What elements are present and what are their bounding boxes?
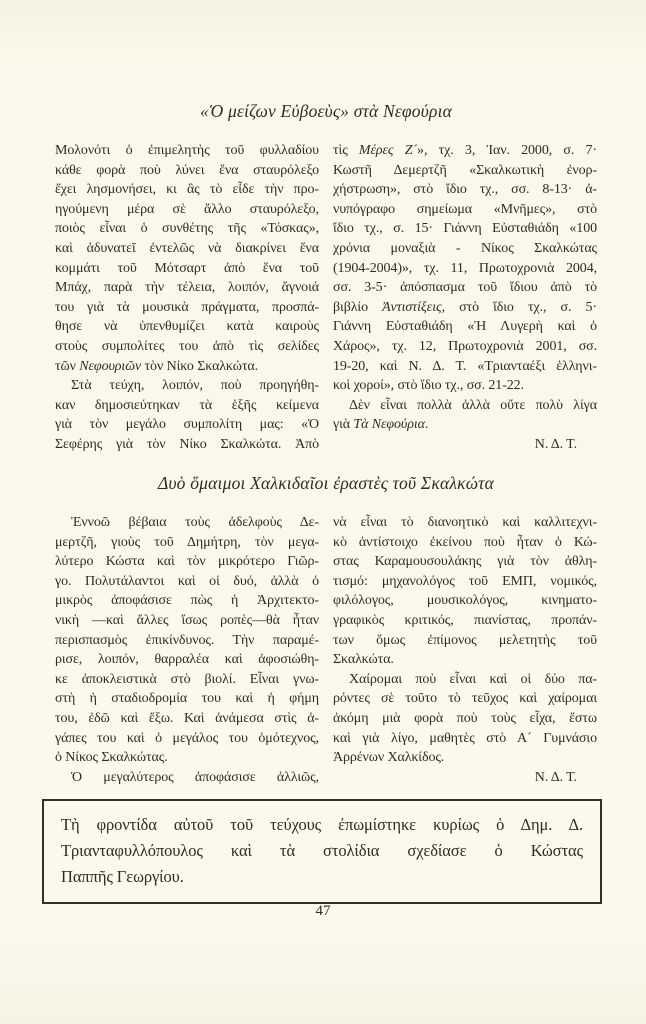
text-line: ηγούμενη μέρα σὲ ἄλλο σταυρόλεξο, [55,201,319,217]
text-line: του γιὰ τὰ μουσικὰ πράγματα, προσπά- [55,299,319,315]
text-line: νὰ εἶναι τὸ διανοητικὸ καὶ καλλιτεχνι- [333,515,597,530]
text-line: Χάρος», τχ. 12, Πρωτοχρονιὰ 2001, σσ. [333,338,597,354]
text-line: Τὴ φροντίδα αὐτοῦ τοῦ τεύχους ἐπωμίστηκε κυρίως ὁ Δημ. Δ. [61,815,583,834]
text-line: Τριανταφυλλόπουλος καὶ τὰ στολίδια σχεδίασε ὁ Κώστας [61,841,583,860]
text-line: ἀκόμη μιὰ φορὰ ποὺ τοὺς εἶχα, ἔστω [333,710,597,726]
text-line: ποιὸς εἶναι ὁ συνθέτης τῆς «Τόσκας», [55,221,319,237]
text-line: χρόνια μοναξιὰ - Νίκος Σκαλκώτας [333,240,597,256]
article-1-columns [55,141,597,455]
text-line: ἔχει λησμονήσει, κι ἂς τὸ εἶδε τὴν προ- [55,182,319,198]
text-line: Γιάννη Εὐσταθιάδη «Ἡ Λυγερὴ καὶ ὁ [333,319,597,335]
text-line: περισπασμὸς ἐπικίνδυνος. Τὴν παραμέ- [55,632,319,648]
article-title-brothers: Δυὸ ὅμαιμοι Χαλκιδαῖοι ἐραστὲς τοῦ Σκαλκώτα [157,473,495,493]
text-line: χήστρωση», στὸ ἴδιο τχ., σσ. 8-13· ἀ- [333,182,597,198]
text-line: Ἐννοῶ βέβαια τοὺς ἀδελφοὺς Δε- [71,515,319,530]
text-line: νικὴ —καὶ ἄλλες ἴσως ροπὲς—θὰ ἦταν [55,612,319,628]
article-1-right-column [333,141,597,455]
text-line: τὶς Μέρες Ζ´», τχ. 3, Ἰαν. 2000, σ. 7· [333,143,597,158]
text-line: Ὁ μεγαλύτερος ἀποφάσισε ἀλλιῶς, [71,769,319,785]
text-line: στὴ ἡ σταδιοδρομία του καὶ ἡ φήμη [55,691,319,707]
page-number: 47 [315,903,331,919]
text-line: ρόντες σὲ τοῦτο τὸ τεῦχος καὶ χαίρομαι [333,691,597,707]
text-line: Σεφέρης γιὰ τὸν Νίκο Σκαλκώτα. Ἀπὸ [55,436,319,452]
text-line: κοὶ χοροί», στὸ ἴδιο τχ., σσ. 21-22. [333,378,524,394]
text-line: ρισε, λοιπόν, θαρραλέα καὶ ἀφοσιώθη- [55,652,319,668]
text-line: καὶ γιὰ λίγο, μαθητὲς στὸ Α´ Γυμνάσιο [333,730,597,746]
text-line: κάθε φορὰ ποὺ λύνει ἕνα σταυρόλεξο [55,162,319,178]
text-line: του, ἐδῶ καὶ ἔξω. Καὶ ἀνάμεσα στὶς ἀ- [55,710,319,726]
text-line: γιὰ Τὰ Νεφούρια. [333,417,429,433]
text-line: Παππῆς Γεωργίου. [61,867,184,886]
text-line: Κωστῆ Δεμερτζῆ «Σκαλκωτικὴ ἐνορ- [333,162,597,178]
article-2-columns [55,513,597,787]
text-line: καὶ ἀδυνατεῖ ἐντελῶς νὰ διακρίνει ἕνα [55,240,319,256]
text-line: ὁ Νίκος Σκαλκώτας. [55,750,168,766]
text-line: των ὅμως ἐπίμονος μελετητὴς τοῦ [333,632,597,648]
text-line: βιβλίο Ἀντιστίξεις, στὸ ἴδιο τχ., σ. 5· [333,299,597,315]
text-line: ἴδιο τχ., σ. 15· Γιάννη Εὐσταθιάδη «100 [333,221,597,237]
text-line: Μολονότι ὁ ἐπιμελητὴς τοῦ φυλλαδίου [55,143,319,158]
text-line: Χαίρομαι ποὺ εἶναι καὶ οἱ δύο πα- [349,671,597,687]
text-line: λύτερο Κώστα καὶ τὸν μικρότερο Γιῶρ- [55,554,319,570]
text-line: φιλόλογος, μουσικολόγος, κινηματο- [333,593,597,609]
text-line: Στὰ τεύχη, λοιπόν, ποὺ προηγήθη- [71,378,319,394]
text-line: γο. Πολυτάλαντοι καὶ οἱ δυό, ἀλλὰ ὁ [55,573,319,589]
text-line: μικρὸς ἀποφάσισε πὼς ἡ Ἀρχιτεκτο- [55,593,319,609]
text-line: σσ. 3-5· ἀπόσπασμα τοῦ ἴδιου ἀπὸ τὸ [333,280,597,296]
text-line: 19-20, καὶ Ν. Δ. Τ. «Τριανταέξι ἑλληνι- [333,358,597,374]
article-1-left-column [55,141,319,455]
text-line: τισμό: μηχανολόγος τοῦ ΕΜΠ, νομικός, [333,573,597,589]
text-line: (1904-2004)», τχ. 11, Πρωτοχρονιὰ 2004, [333,260,597,276]
text-line: τῶν Νεφουριῶν τὸν Νίκο Σκαλκώτα. [55,358,258,374]
text-line: κε ἀποκλειστικὰ στὸ βιολί. Εἶναι γνω- [55,671,319,687]
article-2-left-column [55,513,319,787]
text-line: Μπάχ, παρὰ τὴν τέλεια, λοιπόν, ἄγνοιά [55,280,319,296]
text-line: γιὰ τὸν μεγάλο συμπολίτη μας: «Ὁ [55,417,319,433]
text-line: μερτζῆ, γιοὺς τοῦ Δημήτρη, τὸν μεγα- [55,534,319,550]
text-line: Ἀρρένων Χαλκίδος. [333,750,445,766]
article-2-right-column [333,513,597,787]
article-title-nefouria: «Ὁ μείζων Εὐβοεὺς» στὰ Νεφούρια [199,101,453,121]
text-line: στοὺς συμπολίτες του ἀπὸ τὶς σελίδες [55,338,319,354]
text-line: κομμάτι τοῦ Μότσαρτ ἀπὸ ἕνα τοῦ [55,260,319,276]
text-line: νυπόγραφο σημείωμα «Μνῆμες», στὸ [333,201,597,217]
text-line: Ν. Δ. Τ. [534,769,577,785]
text-line: Σκαλκώτα. [333,652,394,668]
text-line: στας Καραμουσουλάκης γιὰ τὸν ἀθλη- [333,554,597,570]
colophon-box [42,799,602,904]
text-line: γραφικὸς κριτικός, πιανίστας, προπάν- [333,612,597,628]
text-line: Ν. Δ. Τ. [534,436,577,452]
text-line: γάπες του καὶ ὁ μεγάλος του ὁμότεχνος, [55,730,319,746]
text-line: καν δημοσιεύτηκαν τὰ ἑξῆς κείμενα [55,397,319,413]
text-line: θησε νὰ ὑπενθυμίζει κατὰ καιροὺς [55,319,319,335]
text-line: Δὲν εἶναι πολλὰ ἀλλὰ οὔτε πολὺ λίγα [349,397,597,413]
text-line: κὸ ἀντίστοιχο ἐκείνου ποὺ ἦταν ὁ Κώ- [333,534,597,550]
